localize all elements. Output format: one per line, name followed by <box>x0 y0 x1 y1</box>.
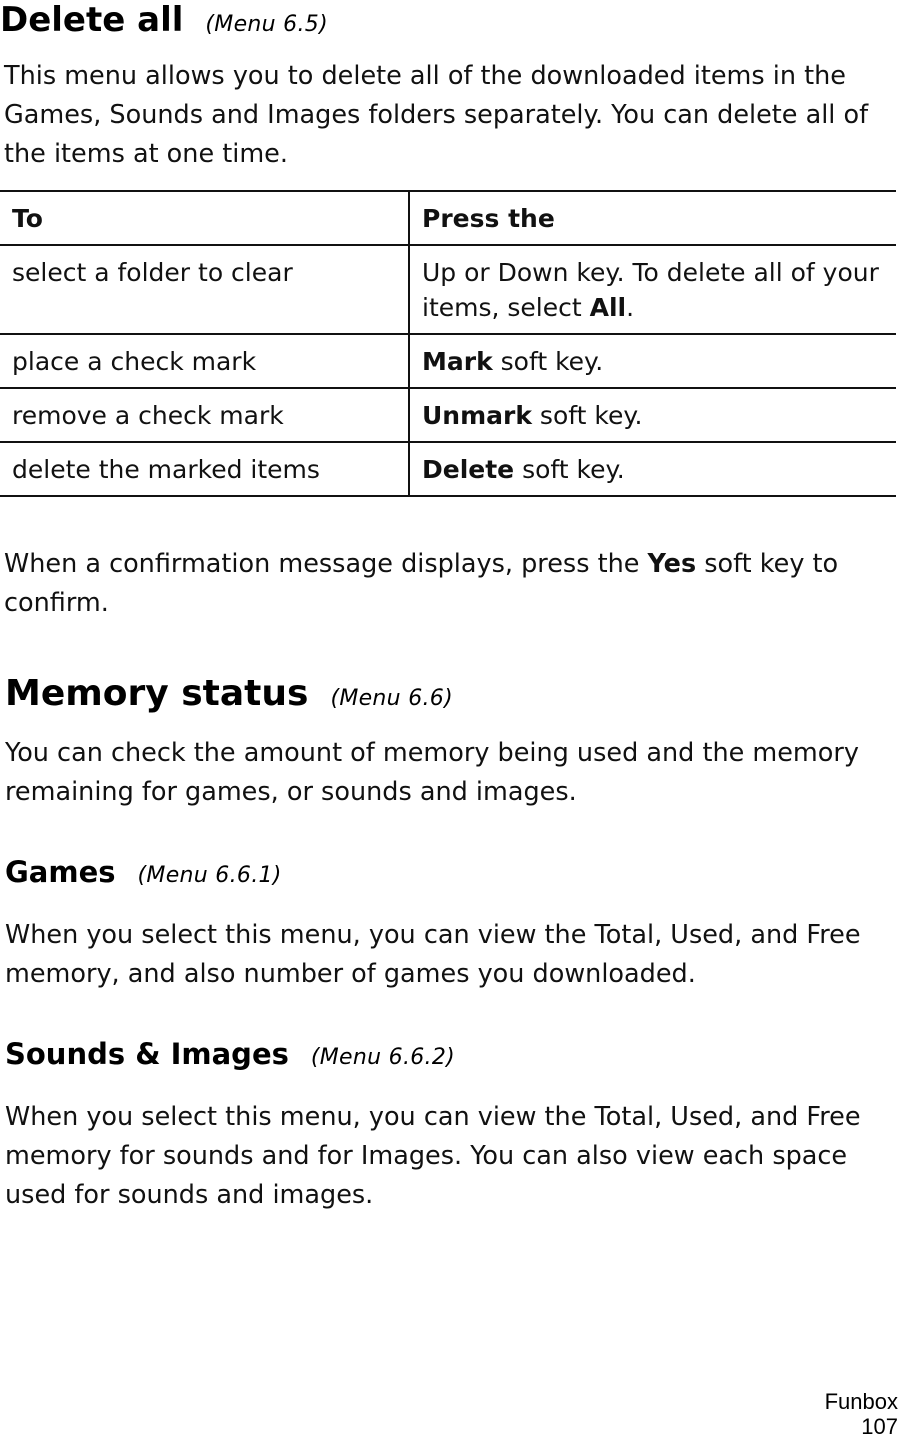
games-title: Games <box>5 855 116 889</box>
table-row <box>0 388 896 442</box>
press-text-after: soft key. <box>531 401 643 430</box>
press-text: Up or Down key. To delete all of your items, select <box>422 258 879 322</box>
press-key-name: Unmark <box>422 401 532 430</box>
table-cell-to: delete the marked items <box>0 442 409 496</box>
key-instructions-table <box>0 190 896 497</box>
memory-status-heading <box>5 673 453 714</box>
confirmation-note <box>4 545 884 623</box>
table-row <box>0 334 896 388</box>
memory-status-title: Memory status <box>5 673 309 714</box>
games-heading <box>5 855 282 889</box>
delete-all-intro: This menu allows you to delete all of the downloaded items in the Games, Sounds and Images folders separately. You can delete all of the items at one time. <box>4 61 869 169</box>
footer-section-name: Funbox <box>824 1389 898 1414</box>
games-text: When you select this menu, you can view the Total, Used, and Free memory, and also number of games you downloaded. <box>5 920 861 989</box>
table-cell-to: remove a check mark <box>0 388 409 442</box>
press-key-name: All <box>589 293 627 322</box>
delete-all-menu-ref: (Menu 6.5) <box>205 12 328 37</box>
table-cell-press <box>409 245 896 334</box>
sounds-images-heading <box>5 1037 456 1071</box>
table-row <box>0 245 896 334</box>
table-row <box>0 442 896 496</box>
page-number: 107 <box>861 1414 898 1439</box>
delete-all-heading <box>0 0 328 40</box>
table-cell-press <box>409 442 896 496</box>
table-cell-press <box>409 388 896 442</box>
table-cell-to: select a folder to clear <box>0 245 409 334</box>
confirm-key-name: Yes <box>647 549 697 579</box>
table-header-row <box>0 191 896 245</box>
press-key-name: Mark <box>422 347 493 376</box>
table-cell-to: place a check mark <box>0 334 409 388</box>
sounds-images-menu-ref: (Menu 6.6.2) <box>310 1045 456 1070</box>
press-text-after: . <box>626 293 635 322</box>
table-cell-press <box>409 334 896 388</box>
memory-status-menu-ref: (Menu 6.6) <box>330 686 453 711</box>
sounds-images-text: When you select this menu, you can view the Total, Used, and Free memory for sounds and for Images. You can also view each space used for sounds and images. <box>5 1102 861 1210</box>
confirm-text: When a confirmation message displays, press the <box>4 549 648 579</box>
table-header-press: Press the <box>422 204 555 233</box>
sounds-images-title: Sounds & Images <box>5 1037 289 1071</box>
memory-status-text: You can check the amount of memory being used and the memory remaining for games, or sounds and images. <box>5 738 859 807</box>
table-header-to: To <box>0 191 409 245</box>
press-text-after: soft key. <box>514 455 625 484</box>
delete-all-title: Delete all <box>0 0 184 40</box>
press-key-name: Delete <box>422 455 515 484</box>
press-text-after: soft key. <box>492 347 604 376</box>
games-menu-ref: (Menu 6.6.1) <box>137 863 282 888</box>
confirm-text-after: soft key to confirm. <box>4 549 839 618</box>
